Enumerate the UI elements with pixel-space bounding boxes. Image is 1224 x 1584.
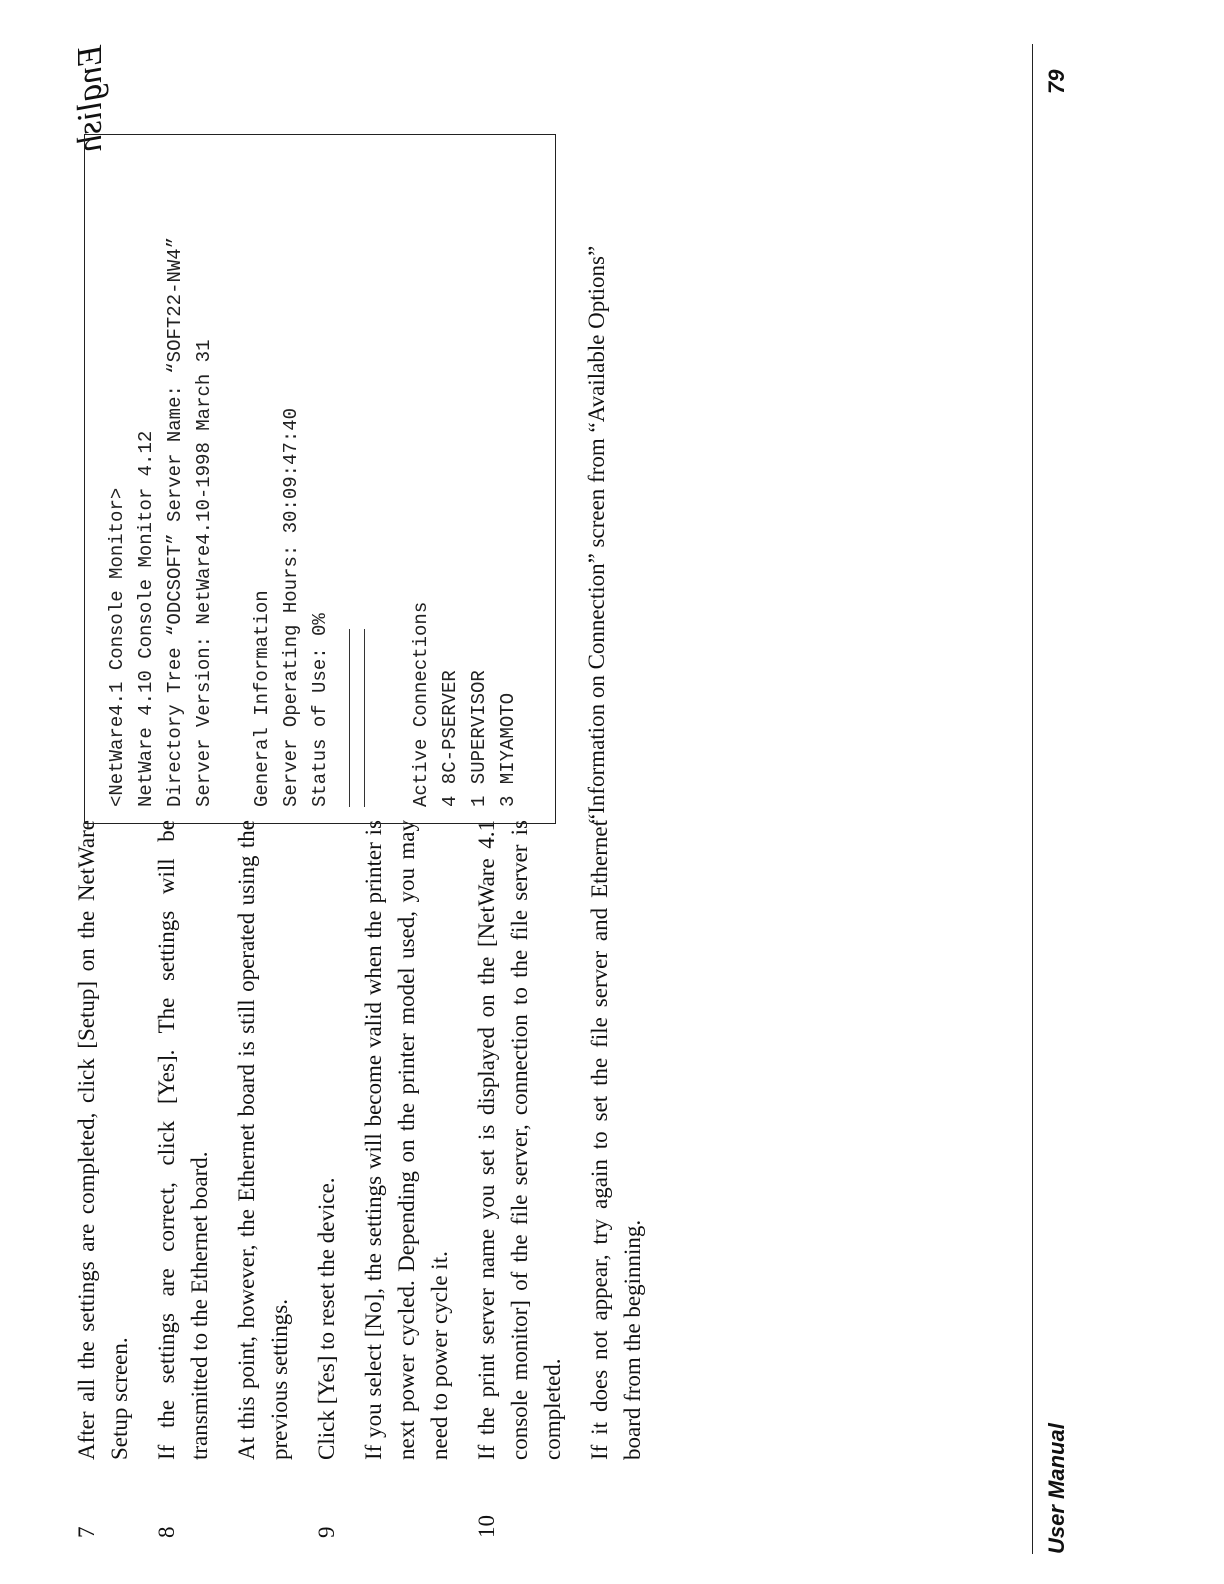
console-directory-tree-line: Directory Tree “ODCSOFT” Server Name: “SOFT22-NW4”	[164, 236, 186, 807]
step-number: 9	[314, 1526, 339, 1538]
console-spacer	[219, 151, 248, 807]
step-number: 7	[74, 1526, 99, 1538]
console-title: <NetWare4.1 Console Monitor>	[106, 487, 128, 807]
step-10-note: If it does not appear, try again to set the file server and Ethernet board from the beginning.	[587, 820, 645, 1460]
console-connection-row: 1 SUPERVISOR	[468, 670, 490, 807]
step-7	[70, 820, 136, 1538]
console-divider	[364, 629, 365, 807]
step-text: Click [Yes] to reset the device.	[314, 1177, 339, 1460]
console-monitor-screen	[84, 134, 556, 824]
console-divider	[349, 629, 350, 807]
step-text: After all the settings are completed, click [Setup] on the NetWare Setup screen.	[74, 820, 132, 1460]
console-operating-hours: Server Operating Hours: 30:09:47:40	[280, 407, 302, 807]
console-status-of-use: Status of Use: 0%	[309, 613, 331, 807]
footer-divider	[1032, 44, 1033, 1554]
step-8-note: At this point, however, the Ethernet board is still operated using the previous settings.	[234, 820, 292, 1460]
step-10	[470, 820, 569, 1538]
step-text: If the settings are correct, click [Yes]. The settings will be transmitted to the Ethernet board.	[154, 820, 212, 1460]
step-9-note: If you select [No], the settings will become valid when the printer is next power cycled. Depending on the printer model used, you may need to power cycle it.	[361, 820, 452, 1460]
console-connection-row: 3 MIYAMOTO	[497, 692, 519, 807]
step-8	[150, 820, 216, 1538]
step-9	[310, 820, 343, 1538]
console-version-line: NetWare 4.10 Console Monitor 4.12	[135, 430, 157, 807]
console-connection-row: 4 8C-PSERVER	[439, 670, 461, 807]
console-connections-heading: Active Connections	[410, 601, 432, 807]
console-general-heading: General Information	[251, 590, 273, 807]
step-number: 10	[474, 1515, 499, 1538]
language-tag: English	[70, 45, 109, 152]
console-server-version-line: Server Version: NetWare4.10-1998 March 31	[193, 339, 215, 807]
console-spacer	[378, 151, 407, 807]
page-number: 79	[1044, 69, 1069, 94]
instruction-list	[70, 820, 663, 1538]
figure-caption: “Information on Connection” screen from “Available Options”	[584, 245, 609, 824]
step-number: 8	[154, 1526, 179, 1538]
footer-manual-title: User Manual	[1044, 1423, 1069, 1554]
step-text: If the print server name you set is displayed on the [NetWare 4.1 console monitor] of the file server, connection to the file server is completed.	[474, 820, 565, 1460]
